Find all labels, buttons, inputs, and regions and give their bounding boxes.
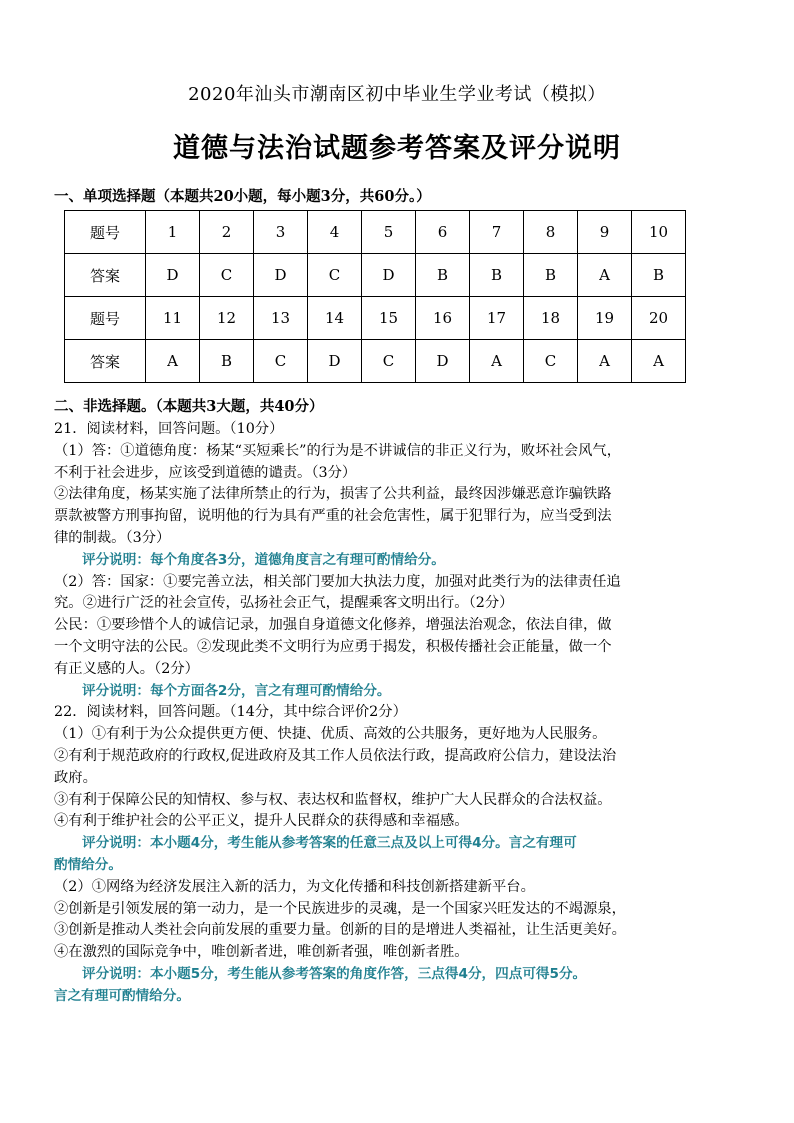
question-number-cell: 7 bbox=[470, 211, 524, 254]
answer-cell: A bbox=[146, 340, 200, 383]
answer-line: 22．阅读材料，回答问题。（14分，其中综合评价2分） bbox=[54, 704, 407, 721]
table-row-answers bbox=[65, 340, 686, 383]
answer-line: ③有利于保障公民的知情权、参与权、表达权和监督权，维护广大人民群众的合法权益。 bbox=[54, 791, 612, 808]
row-label-answer: 答案 bbox=[65, 254, 146, 297]
answer-line: 一个文明守法的公民。②发现此类不文明行为应勇于揭发，积极传播社会正能量，做一个 bbox=[54, 638, 612, 655]
answer-line: 政府。 bbox=[54, 769, 97, 786]
question-number-cell: 19 bbox=[578, 297, 632, 340]
answer-line: 不利于社会进步，应该受到道德的谴责。（3分） bbox=[54, 464, 357, 481]
exam-subtitle: 2020年汕头市潮南区初中毕业生学业考试（模拟） bbox=[188, 84, 606, 105]
answer-line: 律的制裁。（3分） bbox=[54, 529, 171, 546]
answer-cell: A bbox=[632, 340, 686, 383]
table-row-answers bbox=[65, 254, 686, 297]
table-row-numbers bbox=[65, 297, 686, 340]
answer-line: ④有利于维护社会的公平正义，提升人民群众的获得感和幸福感。 bbox=[54, 813, 469, 830]
answer-line: ④在激烈的国际竞争中，唯创新者进，唯创新者强，唯创新者胜。 bbox=[54, 944, 469, 961]
question-number-cell: 17 bbox=[470, 297, 524, 340]
question-number-cell: 14 bbox=[308, 297, 362, 340]
answer-line: （1）①有利于为公众提供更方便、快捷、优质、高效的公共服务，更好地为人民服务。 bbox=[54, 726, 607, 743]
answer-table bbox=[64, 210, 686, 383]
scoring-note: 评分说明：每个角度各3分，道德角度言之有理可酌情给分。 bbox=[82, 551, 445, 568]
question-number-cell: 16 bbox=[416, 297, 470, 340]
question-number-cell: 15 bbox=[362, 297, 416, 340]
question-number-cell: 3 bbox=[254, 211, 308, 254]
table-row-numbers bbox=[65, 211, 686, 254]
scoring-note-continued: 言之有理可酌情给分。 bbox=[54, 987, 190, 1004]
question-number-cell: 2 bbox=[200, 211, 254, 254]
scoring-note: 评分说明：每个方面各2分，言之有理可酌情给分。 bbox=[82, 682, 391, 699]
scoring-note: 评分说明：本小题4分，考生能从参考答案的任意三点及以上可得4分。言之有理可 bbox=[82, 835, 577, 852]
answer-line: （1）答：①道德角度：杨某“买短乘长”的行为是不讲诚信的非正义行为，败坏社会风气， bbox=[54, 442, 621, 459]
answer-cell: C bbox=[362, 340, 416, 383]
answer-line: 票款被警方刑事拘留，说明他的行为具有严重的社会危害性，属于犯罪行为，应当受到法 bbox=[54, 508, 612, 525]
answer-body bbox=[54, 419, 744, 1008]
row-label-number: 题号 bbox=[65, 297, 146, 340]
answer-cell: C bbox=[308, 254, 362, 297]
answer-cell: C bbox=[200, 254, 254, 297]
question-number-cell: 12 bbox=[200, 297, 254, 340]
scoring-note-continued: 酌情给分。 bbox=[54, 856, 122, 873]
answer-line: ②创新是引领发展的第一动力，是一个民族进步的灵魂，是一个国家兴旺发达的不竭源泉， bbox=[54, 900, 626, 917]
document-title: 道德与法治试题参考答案及评分说明 bbox=[173, 133, 621, 164]
question-number-cell: 13 bbox=[254, 297, 308, 340]
answer-cell: D bbox=[254, 254, 308, 297]
question-number-cell: 20 bbox=[632, 297, 686, 340]
scoring-note: 评分说明：本小题5分，考生能从参考答案的角度作答，三点得4分，四点可得5分。 bbox=[82, 965, 587, 982]
answer-cell: B bbox=[416, 254, 470, 297]
row-label-answer: 答案 bbox=[65, 340, 146, 383]
question-number-cell: 11 bbox=[146, 297, 200, 340]
answer-line: ②有利于规范政府的行政权,促进政府及其工作人员依法行政，提高政府公信力，建设法治 bbox=[54, 747, 617, 764]
answer-cell: B bbox=[200, 340, 254, 383]
row-label-number: 题号 bbox=[65, 211, 146, 254]
answer-cell: D bbox=[362, 254, 416, 297]
question-number-cell: 10 bbox=[632, 211, 686, 254]
answer-cell: B bbox=[470, 254, 524, 297]
question-number-cell: 1 bbox=[146, 211, 200, 254]
question-number-cell: 5 bbox=[362, 211, 416, 254]
answer-cell: D bbox=[308, 340, 362, 383]
answer-cell: A bbox=[470, 340, 524, 383]
answer-cell: C bbox=[524, 340, 578, 383]
answer-cell: D bbox=[146, 254, 200, 297]
section-heading-non-choice: 二、非选择题。（本题共3大题，共40分） bbox=[54, 398, 324, 415]
question-number-cell: 8 bbox=[524, 211, 578, 254]
answer-line: 究。②进行广泛的社会宣传，弘扬社会正气，提醒乘客文明出行。（2分） bbox=[54, 595, 514, 612]
answer-line: （2）答：国家：①要完善立法，相关部门要加大执法力度，加强对此类行为的法律责任追 bbox=[54, 573, 621, 590]
answer-cell: B bbox=[632, 254, 686, 297]
question-number-cell: 9 bbox=[578, 211, 632, 254]
answer-line: 21．阅读材料，回答问题。（10分） bbox=[54, 421, 284, 437]
section-heading-multiple-choice: 一、单项选择题（本题共20小题，每小题3分，共60分。） bbox=[54, 188, 431, 205]
answer-line: ②法律角度，杨某实施了法律所禁止的行为，损害了公共利益，最终因涉嫌恶意诈骗铁路 bbox=[54, 486, 612, 503]
question-number-cell: 4 bbox=[308, 211, 362, 254]
answer-line: ③创新是推动人类社会向前发展的重要力量。创新的目的是增进人类福祉，让生活更美好。 bbox=[54, 922, 626, 939]
answer-cell: B bbox=[524, 254, 578, 297]
answer-cell: A bbox=[578, 340, 632, 383]
answer-cell: D bbox=[416, 340, 470, 383]
answer-cell: C bbox=[254, 340, 308, 383]
question-number-cell: 6 bbox=[416, 211, 470, 254]
question-number-cell: 18 bbox=[524, 297, 578, 340]
answer-cell: A bbox=[578, 254, 632, 297]
answer-line: 有正义感的人。（2分） bbox=[54, 660, 199, 677]
answer-line: 公民：①要珍惜个人的诚信记录，加强自身道德文化修养，增强法治观念，依法自律，做 bbox=[54, 617, 612, 634]
answer-line: （2）①网络为经济发展注入新的活力，为文化传播和科技创新搭建新平台。 bbox=[54, 878, 535, 895]
